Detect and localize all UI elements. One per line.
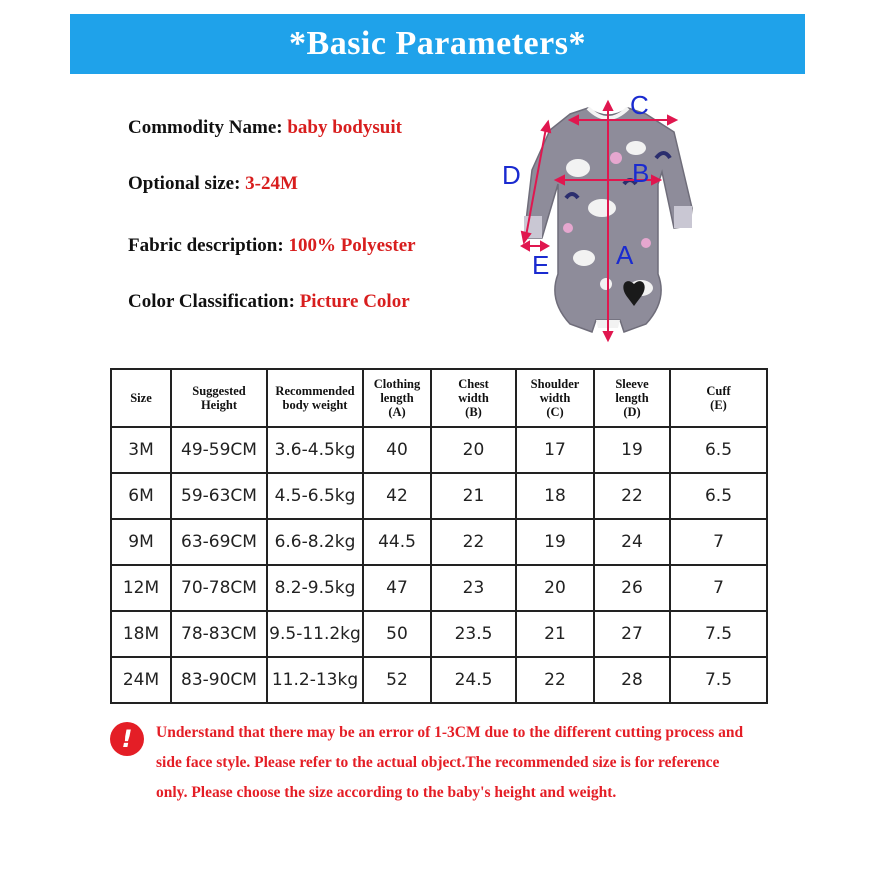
param-label: Color Classification: [128, 291, 300, 312]
table-cell: 18 [516, 473, 594, 519]
param-label: Fabric description: [128, 235, 289, 256]
param-optional-size [128, 173, 298, 195]
header-line: Chest [458, 377, 489, 391]
table-cell: 70-78CM [171, 565, 267, 611]
table-cell: 24 [594, 519, 670, 565]
table-header-row [111, 369, 767, 427]
header-line: Height [200, 398, 238, 412]
table-row [111, 519, 767, 565]
table-cell: 24.5 [431, 657, 516, 703]
param-value: 3-24M [245, 173, 298, 194]
param-value: 100% Polyester [288, 235, 416, 256]
label-e: E [532, 250, 550, 280]
warning-icon [110, 722, 144, 756]
param-color [128, 291, 410, 313]
table-cell: 17 [516, 427, 594, 473]
table-cell: 11.2-13kg [267, 657, 363, 703]
table-cell: 40 [363, 427, 431, 473]
table-cell: 78-83CM [171, 611, 267, 657]
table-cell: 28 [594, 657, 670, 703]
header-line: (D) [623, 405, 641, 419]
param-commodity-name [128, 117, 402, 139]
table-row [111, 473, 767, 519]
table-cell: 83-90CM [171, 657, 267, 703]
table-cell: 27 [594, 611, 670, 657]
table-cell: 63-69CM [171, 519, 267, 565]
table-header-cell [670, 369, 767, 427]
table-header-cell [363, 369, 431, 427]
header-line: Cuff [706, 384, 731, 398]
table-cell: 21 [516, 611, 594, 657]
table-cell: 49-59CM [171, 427, 267, 473]
param-value: Picture Color [299, 291, 410, 312]
table-cell: 18M [111, 611, 171, 657]
title-banner [70, 14, 805, 74]
header-line: length [380, 391, 414, 405]
banner-title: *Basic Parameters* [289, 25, 586, 62]
table-header-cell [267, 369, 363, 427]
size-table [110, 368, 768, 704]
table-cell: 23.5 [431, 611, 516, 657]
table-row [111, 657, 767, 703]
disclaimer-note [156, 718, 776, 808]
table-header-cell [171, 369, 267, 427]
table-cell: 6.5 [670, 473, 767, 519]
table-cell: 47 [363, 565, 431, 611]
table-cell: 6.5 [670, 427, 767, 473]
header-line: Recommended [275, 384, 355, 398]
label-a: A [616, 240, 634, 270]
header-line: (C) [546, 405, 564, 419]
disclaimer-line: only. Please choose the size according to the baby's height and weight. [156, 784, 617, 801]
table-cell: 22 [594, 473, 670, 519]
label-d: D [502, 160, 521, 190]
header-line: Shoulder [530, 377, 580, 391]
table-header-cell [431, 369, 516, 427]
table-cell: 44.5 [363, 519, 431, 565]
table-cell: 20 [516, 565, 594, 611]
right-cuff [674, 206, 692, 228]
header-line: Suggested [192, 384, 246, 398]
header-line: width [458, 391, 489, 405]
disclaimer-line: Understand that there may be an error of 1-3CM due to the different cutting process and [156, 724, 744, 741]
header-line: (A) [388, 405, 406, 419]
table-cell: 4.5-6.5kg [267, 473, 363, 519]
table-cell: 24M [111, 657, 171, 703]
table-header-cell [594, 369, 670, 427]
param-value: baby bodysuit [287, 117, 402, 138]
table-header-cell [516, 369, 594, 427]
table-cell: 20 [431, 427, 516, 473]
table-cell: 9.5-11.2kg [267, 611, 363, 657]
header-line: (E) [710, 398, 727, 412]
table-header-cell [111, 369, 171, 427]
table-row [111, 427, 767, 473]
param-fabric [128, 235, 416, 257]
table-cell: 7 [670, 519, 767, 565]
header-line: body weight [282, 398, 348, 412]
table-cell: 9M [111, 519, 171, 565]
header-line: length [615, 391, 649, 405]
table-cell: 6.6-8.2kg [267, 519, 363, 565]
table-cell: 52 [363, 657, 431, 703]
table-cell: 7.5 [670, 611, 767, 657]
label-c: C [630, 90, 649, 120]
bodysuit-diagram [496, 88, 706, 350]
table-row [111, 611, 767, 657]
label-b: B [632, 158, 650, 188]
table-cell: 50 [363, 611, 431, 657]
table-cell: 59-63CM [171, 473, 267, 519]
table-cell: 19 [516, 519, 594, 565]
table-cell: 22 [516, 657, 594, 703]
table-cell: 12M [111, 565, 171, 611]
param-label: Optional size: [128, 173, 246, 194]
table-cell: 3.6-4.5kg [267, 427, 363, 473]
table-cell: 7 [670, 565, 767, 611]
table-cell: 26 [594, 565, 670, 611]
header-line: Clothing [373, 377, 421, 391]
table-cell: 7.5 [670, 657, 767, 703]
header-line: width [539, 391, 571, 405]
header-line: Sleeve [615, 377, 649, 391]
table-cell: 19 [594, 427, 670, 473]
table-cell: 21 [431, 473, 516, 519]
warning-icon-glyph: ! [121, 725, 133, 753]
header-line: Size [130, 391, 152, 405]
table-cell: 22 [431, 519, 516, 565]
param-label: Commodity Name: [128, 117, 288, 138]
table-cell: 8.2-9.5kg [267, 565, 363, 611]
table-cell: 3M [111, 427, 171, 473]
table-cell: 42 [363, 473, 431, 519]
table-row [111, 565, 767, 611]
header-line: (B) [465, 405, 482, 419]
table-cell: 23 [431, 565, 516, 611]
disclaimer-line: side face style. Please refer to the actual object.The recommended size is for reference [156, 754, 720, 771]
table-cell: 6M [111, 473, 171, 519]
